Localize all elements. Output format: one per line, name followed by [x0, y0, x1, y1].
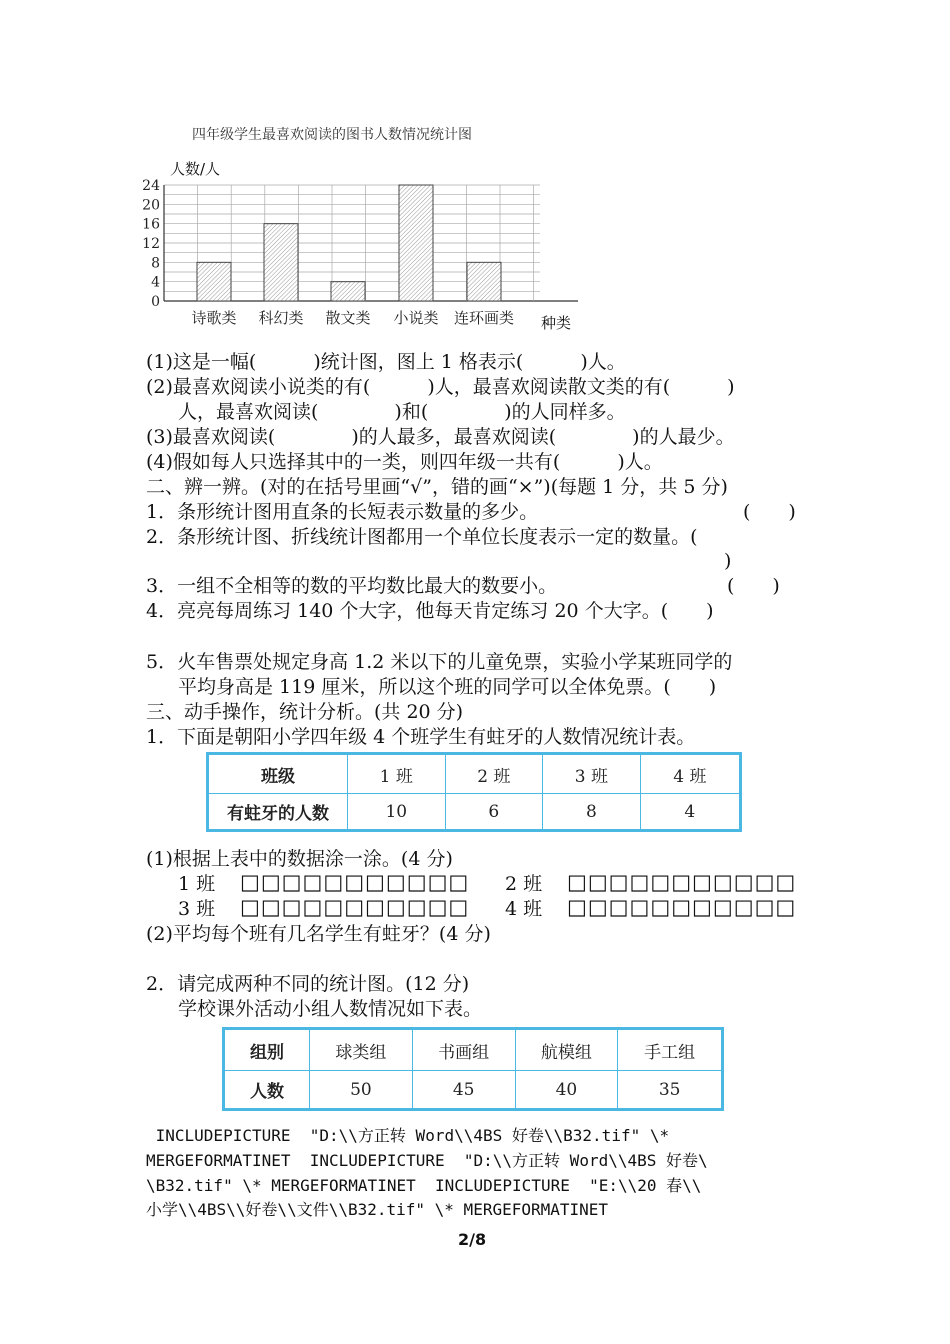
question-3: (3)最喜欢阅读( )的人最多，最喜欢阅读( )的人最少。: [146, 426, 735, 448]
judge-item-2-answer: ): [724, 550, 732, 572]
activity-group-table: [222, 1027, 724, 1111]
problem-1-intro: 1．下面是朝阳小学四年级 4 个班学生有蛀牙的人数情况统计表。: [146, 726, 696, 748]
table-cell: 10: [348, 794, 446, 831]
class-1-boxes[interactable]: □□□□□□□□□□□: [240, 870, 470, 894]
problem-2-intro: 2．请完成两种不同的统计图。(12 分): [146, 973, 470, 995]
y-tick-label: 16: [142, 216, 160, 233]
question-1: (1)这是一幅( )统计图，图上 1 格表示( )人。: [146, 351, 626, 373]
table-cell: 35: [618, 1071, 723, 1110]
table-row-label: 有蛀牙的人数: [208, 794, 348, 831]
x-category-label: 连环画类: [453, 309, 515, 327]
bar: [399, 185, 433, 301]
class-3-boxes[interactable]: □□□□□□□□□□□: [240, 895, 470, 919]
x-category-label: 小说类: [393, 309, 439, 327]
class-4-boxes[interactable]: □□□□□□□□□□□: [567, 895, 797, 919]
table-header-cell: 班级: [208, 754, 348, 794]
table-cell: 6: [445, 794, 543, 831]
judge-item-2: 2．条形统计图、折线统计图都用一个单位长度表示一定的数量。(: [146, 526, 698, 548]
class-4-label: 4 班: [505, 898, 543, 920]
table-header-cell: 航模组: [515, 1029, 618, 1071]
table-cell: 45: [412, 1071, 515, 1110]
field-code-line4: 小学\\4BS\\好卷\\文件\\B32.tif" \* MERGEFORMATINET: [146, 1200, 609, 1219]
chart-title: 四年级学生最喜欢阅读的图书人数情况统计图: [192, 127, 472, 143]
class-2-boxes[interactable]: □□□□□□□□□□□: [567, 870, 797, 894]
table-header-cell: 书画组: [412, 1029, 515, 1071]
table-header-cell: 手工组: [618, 1029, 723, 1071]
class-1-label: 1 班: [178, 873, 216, 895]
x-category-label: 诗歌类: [191, 309, 237, 327]
table-row-label: 人数: [224, 1071, 310, 1110]
judge-item-5-line2: 平均身高是 119 厘米，所以这个班的同学可以全体免票。( ): [178, 676, 717, 698]
y-tick-label: 20: [142, 197, 160, 214]
judge-item-5-line1: 5．火车售票处规定身高 1.2 米以下的儿童免票，实验小学某班同学的: [146, 651, 733, 673]
class-3-label: 3 班: [178, 898, 216, 920]
question-4: (4)假如每人只选择其中的一类，则四年级一共有( )人。: [146, 451, 663, 473]
judge-item-1-answer: ( ): [743, 501, 796, 523]
judge-item-3: 3．一组不全相等的数的平均数比最大的数要小。: [146, 575, 558, 597]
table-cell: 4: [640, 794, 740, 831]
table-header-cell: 球类组: [310, 1029, 413, 1071]
x-category-label: 科幻类: [258, 309, 304, 327]
chart-y-label: 人数/人: [170, 160, 221, 178]
chart-x-label: 种类: [541, 314, 572, 332]
judge-item-1: 1．条形统计图用直条的长短表示数量的多少。: [146, 501, 539, 523]
class-2-label: 2 班: [505, 873, 543, 895]
question-2-line2: 人，最喜欢阅读( )和( )的人同样多。: [178, 401, 626, 423]
table-header-cell: 2 班: [445, 754, 543, 794]
y-tick-label: 24: [142, 178, 160, 194]
page-number: 2/8: [458, 1230, 487, 1249]
bar: [197, 262, 231, 301]
section-3-heading: 三、动手操作，统计分析。(共 20 分): [146, 701, 464, 723]
subquestion-2: (2)平均每个班有几名学生有蛀牙？(4 分): [146, 923, 491, 945]
question-2-line1: (2)最喜欢阅读小说类的有( )人，最喜欢阅读散文类的有( ): [146, 376, 735, 398]
table-header-cell: 组别: [224, 1029, 310, 1071]
bar: [264, 224, 298, 301]
y-tick-label: 12: [142, 236, 160, 252]
bar: [467, 262, 501, 301]
x-category-label: 散文类: [325, 309, 371, 327]
table-cell: 8: [543, 794, 641, 831]
judge-item-3-answer: ( ): [727, 575, 780, 597]
field-code-line3: \B32.tif" \* MERGEFORMATINET INCLUDEPICTURE "E:\\20 春\\: [146, 1176, 702, 1195]
table-header-cell: 3 班: [543, 754, 641, 794]
section-2-heading: 二、辨一辨。(对的在括号里画“√”，错的画“×”)(每题 1 分，共 5 分): [146, 476, 728, 498]
bar-chart: [0, 0, 950, 340]
y-tick-label: 8: [151, 255, 160, 272]
bar: [331, 282, 365, 301]
field-code-line2: MERGEFORMATINET INCLUDEPICTURE "D:\\方正转 Word\\4BS 好卷\: [146, 1151, 708, 1170]
table-header-cell: 1 班: [348, 754, 446, 794]
table-header-cell: 4 班: [640, 754, 740, 794]
table-cell: 50: [310, 1071, 413, 1110]
cavity-table: [206, 752, 742, 832]
table-cell: 40: [515, 1071, 618, 1110]
problem-2-line2: 学校课外活动小组人数情况如下表。: [178, 998, 483, 1020]
subquestion-1: (1)根据上表中的数据涂一涂。(4 分): [146, 848, 453, 870]
judge-item-4: 4．亮亮每周练习 140 个大字，他每天肯定练习 20 个大字。( ): [146, 600, 714, 622]
field-code-line1: INCLUDEPICTURE "D:\\方正转 Word\\4BS 好卷\\B32.tif" \*: [146, 1126, 670, 1145]
y-tick-label: 4: [151, 274, 160, 291]
y-tick-label: 0: [151, 294, 160, 310]
